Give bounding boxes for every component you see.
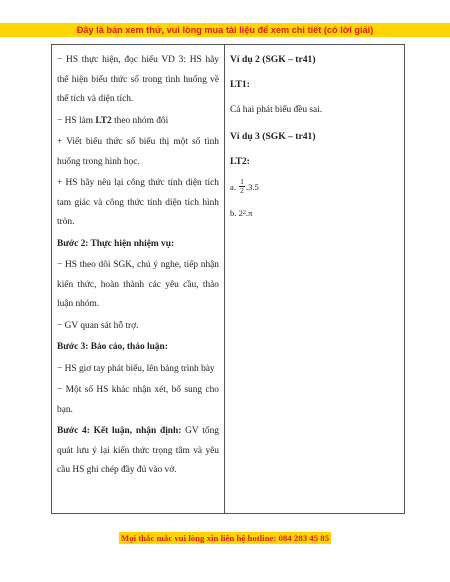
left-paragraph: + HS hãy nêu lại công thức tính diện tích tam giác và công thức tính diện tích hình tròn. — [57, 178, 219, 227]
lt2-answer-a — [230, 178, 399, 195]
fraction-denominator: 2 — [240, 186, 244, 195]
hotline-text: Mọi thắc mắc vui lòng xin liên hệ hotline: 084 283 45 85 — [120, 533, 330, 543]
item-label: b. — [230, 208, 237, 218]
power-exponent: 2 — [242, 210, 246, 216]
answer-column — [225, 45, 405, 514]
left-paragraph: − Một số HS khác nhận xét, bổ sung cho bạn. — [57, 385, 219, 415]
step-heading: Bước 2: Thực hiện nhiệm vụ: — [57, 238, 175, 249]
step-heading: Bước 3: Báo cáo, thảo luận: — [57, 342, 168, 352]
activity-column — [52, 45, 225, 514]
left-paragraph — [57, 112, 219, 132]
hotline-footer — [0, 533, 450, 543]
table-row — [52, 45, 405, 514]
left-paragraph: + Viết biểu thức số biểu thị một số tình huống trong hình học. — [57, 137, 219, 167]
bold-segment: Bước 4: Kết luận, nhận định: — [57, 426, 182, 436]
item-label: a. — [230, 181, 236, 192]
expression-rest: .π — [245, 208, 253, 218]
text-segment: theo nhóm đôi — [111, 115, 169, 126]
text-segment: GV tổng quát lưu ý lại kiến thức trọng tâm và yêu cầu HS ghi chép đầy đủ vào vở. — [57, 426, 219, 475]
left-paragraph — [57, 422, 219, 481]
power-base: 2 — [238, 208, 243, 218]
lesson-table — [51, 44, 405, 514]
expression-rest: .3.5 — [245, 181, 259, 192]
lt1-answer: Cả hai phát biểu đều sai. — [230, 105, 323, 115]
lt1-title: LT1: — [230, 79, 250, 90]
example-2-title: Ví dụ 2 (SGK – tr41) — [230, 54, 316, 65]
fraction — [239, 178, 245, 195]
bold-segment: LT2 — [95, 115, 112, 126]
fraction-numerator: 1 — [240, 177, 244, 186]
preview-banner — [0, 23, 450, 37]
left-paragraph: − HS thực hiện, đọc hiểu VD 3: HS hãy thể hiện biểu thức số trong tình huống về thể tích và diện tích. — [57, 55, 219, 104]
left-paragraph: − HS giơ tay phát biểu, lên bảng trình bày — [57, 363, 215, 374]
lt2-answer-b — [230, 205, 399, 221]
preview-banner-text: Đây là bản xem thử, vui lòng mua tài liệu để xem chi tiết (có lời giải) — [76, 25, 374, 35]
example-3-title: Ví dụ 3 (SGK – tr41) — [230, 131, 316, 142]
text-segment: − HS làm — [57, 115, 96, 126]
lt2-title: LT2: — [230, 156, 250, 167]
left-paragraph: − HS theo dõi SGK, chú ý nghe, tiếp nhận kiến thức, hoàn thành các yêu cầu, thảo luận nhóm. — [57, 260, 219, 309]
left-paragraph: − GV quan sát hỗ trợ. — [57, 320, 139, 331]
